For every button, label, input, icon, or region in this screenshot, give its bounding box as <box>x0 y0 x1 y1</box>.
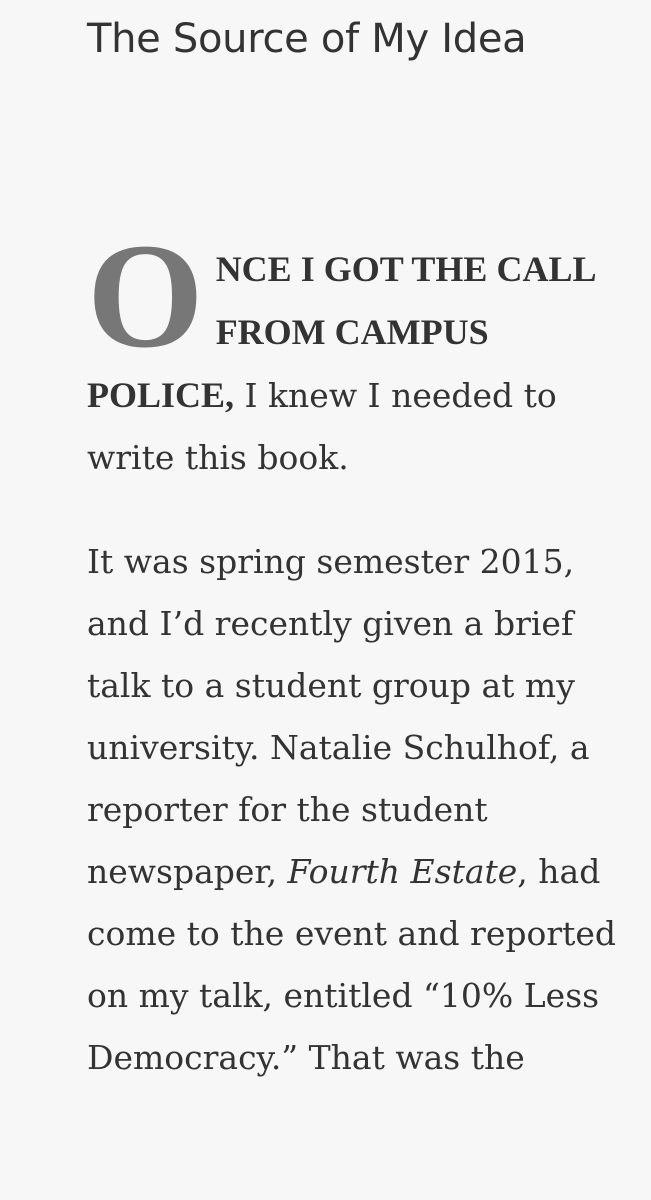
chapter-title: The Source of My Idea <box>87 16 527 62</box>
newspaper-name: Fourth Estate <box>287 852 518 891</box>
drop-cap: O <box>87 213 204 379</box>
body-text-part-2: , had come to the event and reported on my talk, entitled “10% Less Democracy.” That was the <box>87 852 617 1077</box>
intro-paragraph <box>87 213 617 489</box>
intro-rest-text: I knew I needed to write this book. <box>87 376 557 477</box>
body-paragraph <box>87 531 617 1089</box>
lead-in-text: NCE I GOT THE CALL FROM CAMPUS POLICE, <box>87 249 595 415</box>
body-text-part-1: It was spring semester 2015, and I’d recently given a brief talk to a student group at my university. Natalie Schulhof, a reporter for the student newspaper, <box>87 542 590 891</box>
